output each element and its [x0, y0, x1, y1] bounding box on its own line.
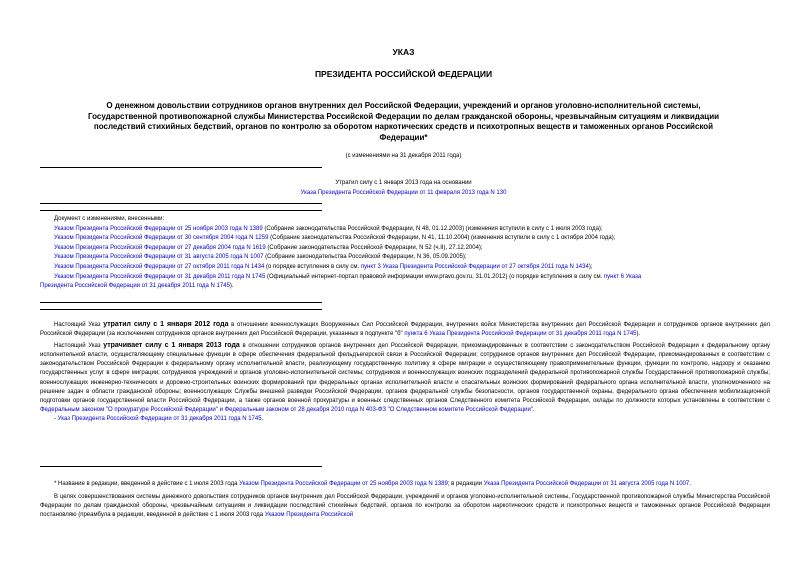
repeal-status-text: Утратил силу с 1 января 2013 года на основании — [335, 180, 472, 186]
footnote — [40, 480, 770, 489]
decree-link[interactable]: Указ Президента Российской Федерации от 31 декабря 2011 года N 1745 — [57, 415, 262, 422]
paragraph-1 — [40, 320, 770, 339]
list-item — [40, 263, 770, 273]
amendment-point-link[interactable]: пункт 3 Указа Президента Российской Федерации от 27 октября 2011 года N 1434 — [360, 263, 589, 270]
divider — [40, 466, 322, 467]
paragraph-3 — [40, 415, 770, 424]
amendment-text: (Официальный интернет-портал правовой информации www.pravo.gov.ru, 31.01.2012) (о порядке вступления в силу см. — [265, 273, 604, 280]
federal-law-link[interactable]: Федеральным законом "О прокуратуре Российской Федерации" и Федеральным законом от 28 декабря 2010 года N 403-ФЗ "О Следственном комитете Российской Федерации" — [40, 406, 533, 413]
divider — [40, 203, 322, 204]
issuer-title: ПРЕЗИДЕНТА РОССИЙСКОЙ ФЕДЕРАЦИИ — [314, 69, 493, 79]
amendment-link[interactable]: Указом Президента Российской Федерации от 25 ноября 2003 года N 1389 — [54, 225, 263, 232]
amendment-link[interactable]: Указом Президента Российской Федерации от 27 декабря 2004 года N 1619 — [54, 244, 266, 251]
text: ). — [636, 331, 641, 338]
text: ; в редакции — [447, 481, 484, 487]
list-item — [40, 234, 770, 244]
text: . — [689, 481, 691, 487]
amendments-intro: Документ с изменениями, внесенными: — [54, 216, 165, 222]
amendments-list — [40, 215, 770, 292]
repeal-status — [40, 179, 767, 198]
list-item-continued — [40, 282, 770, 292]
footnote-link-1[interactable]: Указом Президента Российской Федерации от 25 ноября 2003 года N 1389 — [239, 481, 448, 487]
amendment-text: (Собрание законодательства Российской Федерации, N 41, 11.10.2004) (изменения вступили в силу с 1 октября 2004 года); — [268, 235, 616, 242]
divider — [40, 210, 322, 211]
amendment-text: (Собрание законодательства Российской Федерации, N 48, 01.12.2003) (изменения вступили в силу с 1 июля 2003 года); — [262, 225, 603, 232]
list-item — [40, 253, 770, 263]
preamble — [40, 493, 770, 520]
footnote-link-2[interactable]: Указа Президента Российской Федерации от 31 августа 2005 года N 1007 — [483, 481, 690, 487]
amendment-link[interactable]: Указом Президента Российской Федерации от 31 декабря 2011 года N 1745 — [54, 273, 266, 280]
amendment-link[interactable]: Указом Президента Российской Федерации от 31 августа 2005 года N 1007 — [54, 254, 264, 261]
amendment-text: (о порядке вступления в силу см. — [264, 263, 361, 270]
text: Настоящий Указ — [54, 343, 104, 350]
emphasis: утрачивает силу с 1 января 2013 года — [103, 342, 240, 350]
preamble-decree-link[interactable]: Указом Президента Российской — [264, 512, 354, 519]
footnote-and-preamble — [40, 480, 770, 520]
text: в отношении сотрудников органов внутренних дел Российской Федерации, прикомандированных в соответствии с законодательством Российской Федерации к федеральному органу исполнительной власти, осуществляющему специальные функции в сфере обеспечения федеральной фельдъегерской связи в Российской Федерации; сотрудников органов внутренних дел Российской Федерации, прикомандированных в соответствии с законодательством Российской Федерации к федеральному органу исполнительной власти, реализующему государственную политику в сфере миграции и осуществляющему правоприменительные функции, функции по контролю, надзору и оказанию государственных услуг в сфере миграции; сотрудников учреждений и органов уголовно-исполнительной системы; сотрудников и военнослужащих воинских подразделений федеральной противопожарной службы Государственной противопожарной службы; военнослужащих инженерно-технических и дорожно-строительных воинских формирований при федеральных органах исполнительной власти и спасательных воинских формирований федерального органа исполнительной власти, уполномоченного на решение задач в области гражданской обороны; военнослужащих Службы внешней разведки Российской Федерации, органов федеральной службы безопасности, органов государственной охраны, федерального органа обеспечения мобилизационной подготовки органов государственной власти Российской Федерации, а также органов военной прокуратуры и военных следственных органов Следственного комитета Российской Федерации, оклады по должности которых установлены в соответствии с — [40, 343, 771, 404]
list-item — [40, 244, 770, 254]
text: - — [54, 415, 58, 422]
heading-line-1: О денежном довольствии сотрудников органов внутренних дел Российской Федерации, учреждений и органов уголовно-исполнительной системы, — [106, 101, 701, 110]
divider — [40, 167, 322, 168]
list-item — [40, 273, 770, 283]
amendment-text: (Собрание законодательства Российской Федерации, N 52 (ч.II), 27.12.2004); — [265, 244, 483, 251]
text: * Название в редакции, введенной в действие с 1 июля 2003 года — [54, 481, 240, 487]
amendment-link[interactable]: Указом Президента Российской Федерации от 30 сентября 2004 года N 1259 — [54, 235, 269, 242]
document-heading — [40, 101, 767, 143]
divider — [40, 302, 322, 303]
heading-line-2: Государственной противопожарной службы Министерства Российской Федерации по делам гражданской обороны, чрезвычайным ситуациям и ликвидации — [87, 111, 720, 121]
text: в отношении военнослужащих Вооруженных Сил Российской Федерации, внутренних войск Министерства внутренних дел Российской Федерации и сотрудников органов внутренних дел Российской Федерации (за исключением сотрудников органов внутренних дел Российской Федерации, указанных в подпункте "б" — [40, 322, 770, 338]
amendment-link[interactable]: Указом Президента Российской Федерации от 27 октября 2011 года N 1434 — [54, 263, 265, 270]
main-text — [40, 320, 770, 424]
list-item — [40, 225, 770, 235]
heading-line-4: Федерации* — [379, 132, 428, 142]
divider — [40, 309, 322, 310]
text: . — [261, 415, 264, 422]
amendment-point-link[interactable]: пункт 6 Указа — [603, 273, 642, 280]
document-type-title: УКАЗ — [392, 47, 415, 57]
decree-point-link[interactable]: пункта 6 Указа Президента Российской Федерации от 31 декабря 2011 года N 1745 — [404, 331, 637, 338]
changes-note: (с изменениями на 31 декабря 2011 года) — [345, 153, 462, 159]
text: . — [532, 406, 535, 413]
amendment-point-link-continued[interactable]: Президента Российской Федерации от 31 декабря 2011 года N 1745 — [40, 283, 230, 290]
amendment-text: ). — [229, 283, 234, 290]
amendment-text: (Собрание законодательства Российской Федерации, N 36, 05.09.2005); — [263, 254, 467, 261]
text: Настоящий Указ — [54, 322, 104, 328]
paragraph-2 — [40, 341, 770, 415]
emphasis: утратил силу с 1 января 2012 года — [103, 321, 229, 328]
repeal-decree-link[interactable]: Указа Президента Российской Федерации от 11 февраля 2013 года N 130 — [300, 189, 507, 196]
heading-line-3: последствий стихийных бедствий, органов по контролю за оборотом наркотических средств и психотропных веществ и таможенных органов Российской — [93, 122, 714, 131]
amendment-text: ); — [588, 263, 593, 270]
text: В целях совершенствования системы денежного довольствия сотрудников органов внутренних дел Российской Федерации, учреждений и органов уголовно-исполнительной системы, Государственной противопожарной службы Министерства Российской Федерации по делам гражданской обороны, чрезвычайным ситуациям и ликвидации последствий стихийных бедствий, органов по контролю за оборотом наркотических средств и психотропных веществ и таможенных органов Российской Федерации постановляю (преамбула в редакции, введенной в действие с 1 июля 2003 года — [40, 494, 770, 519]
